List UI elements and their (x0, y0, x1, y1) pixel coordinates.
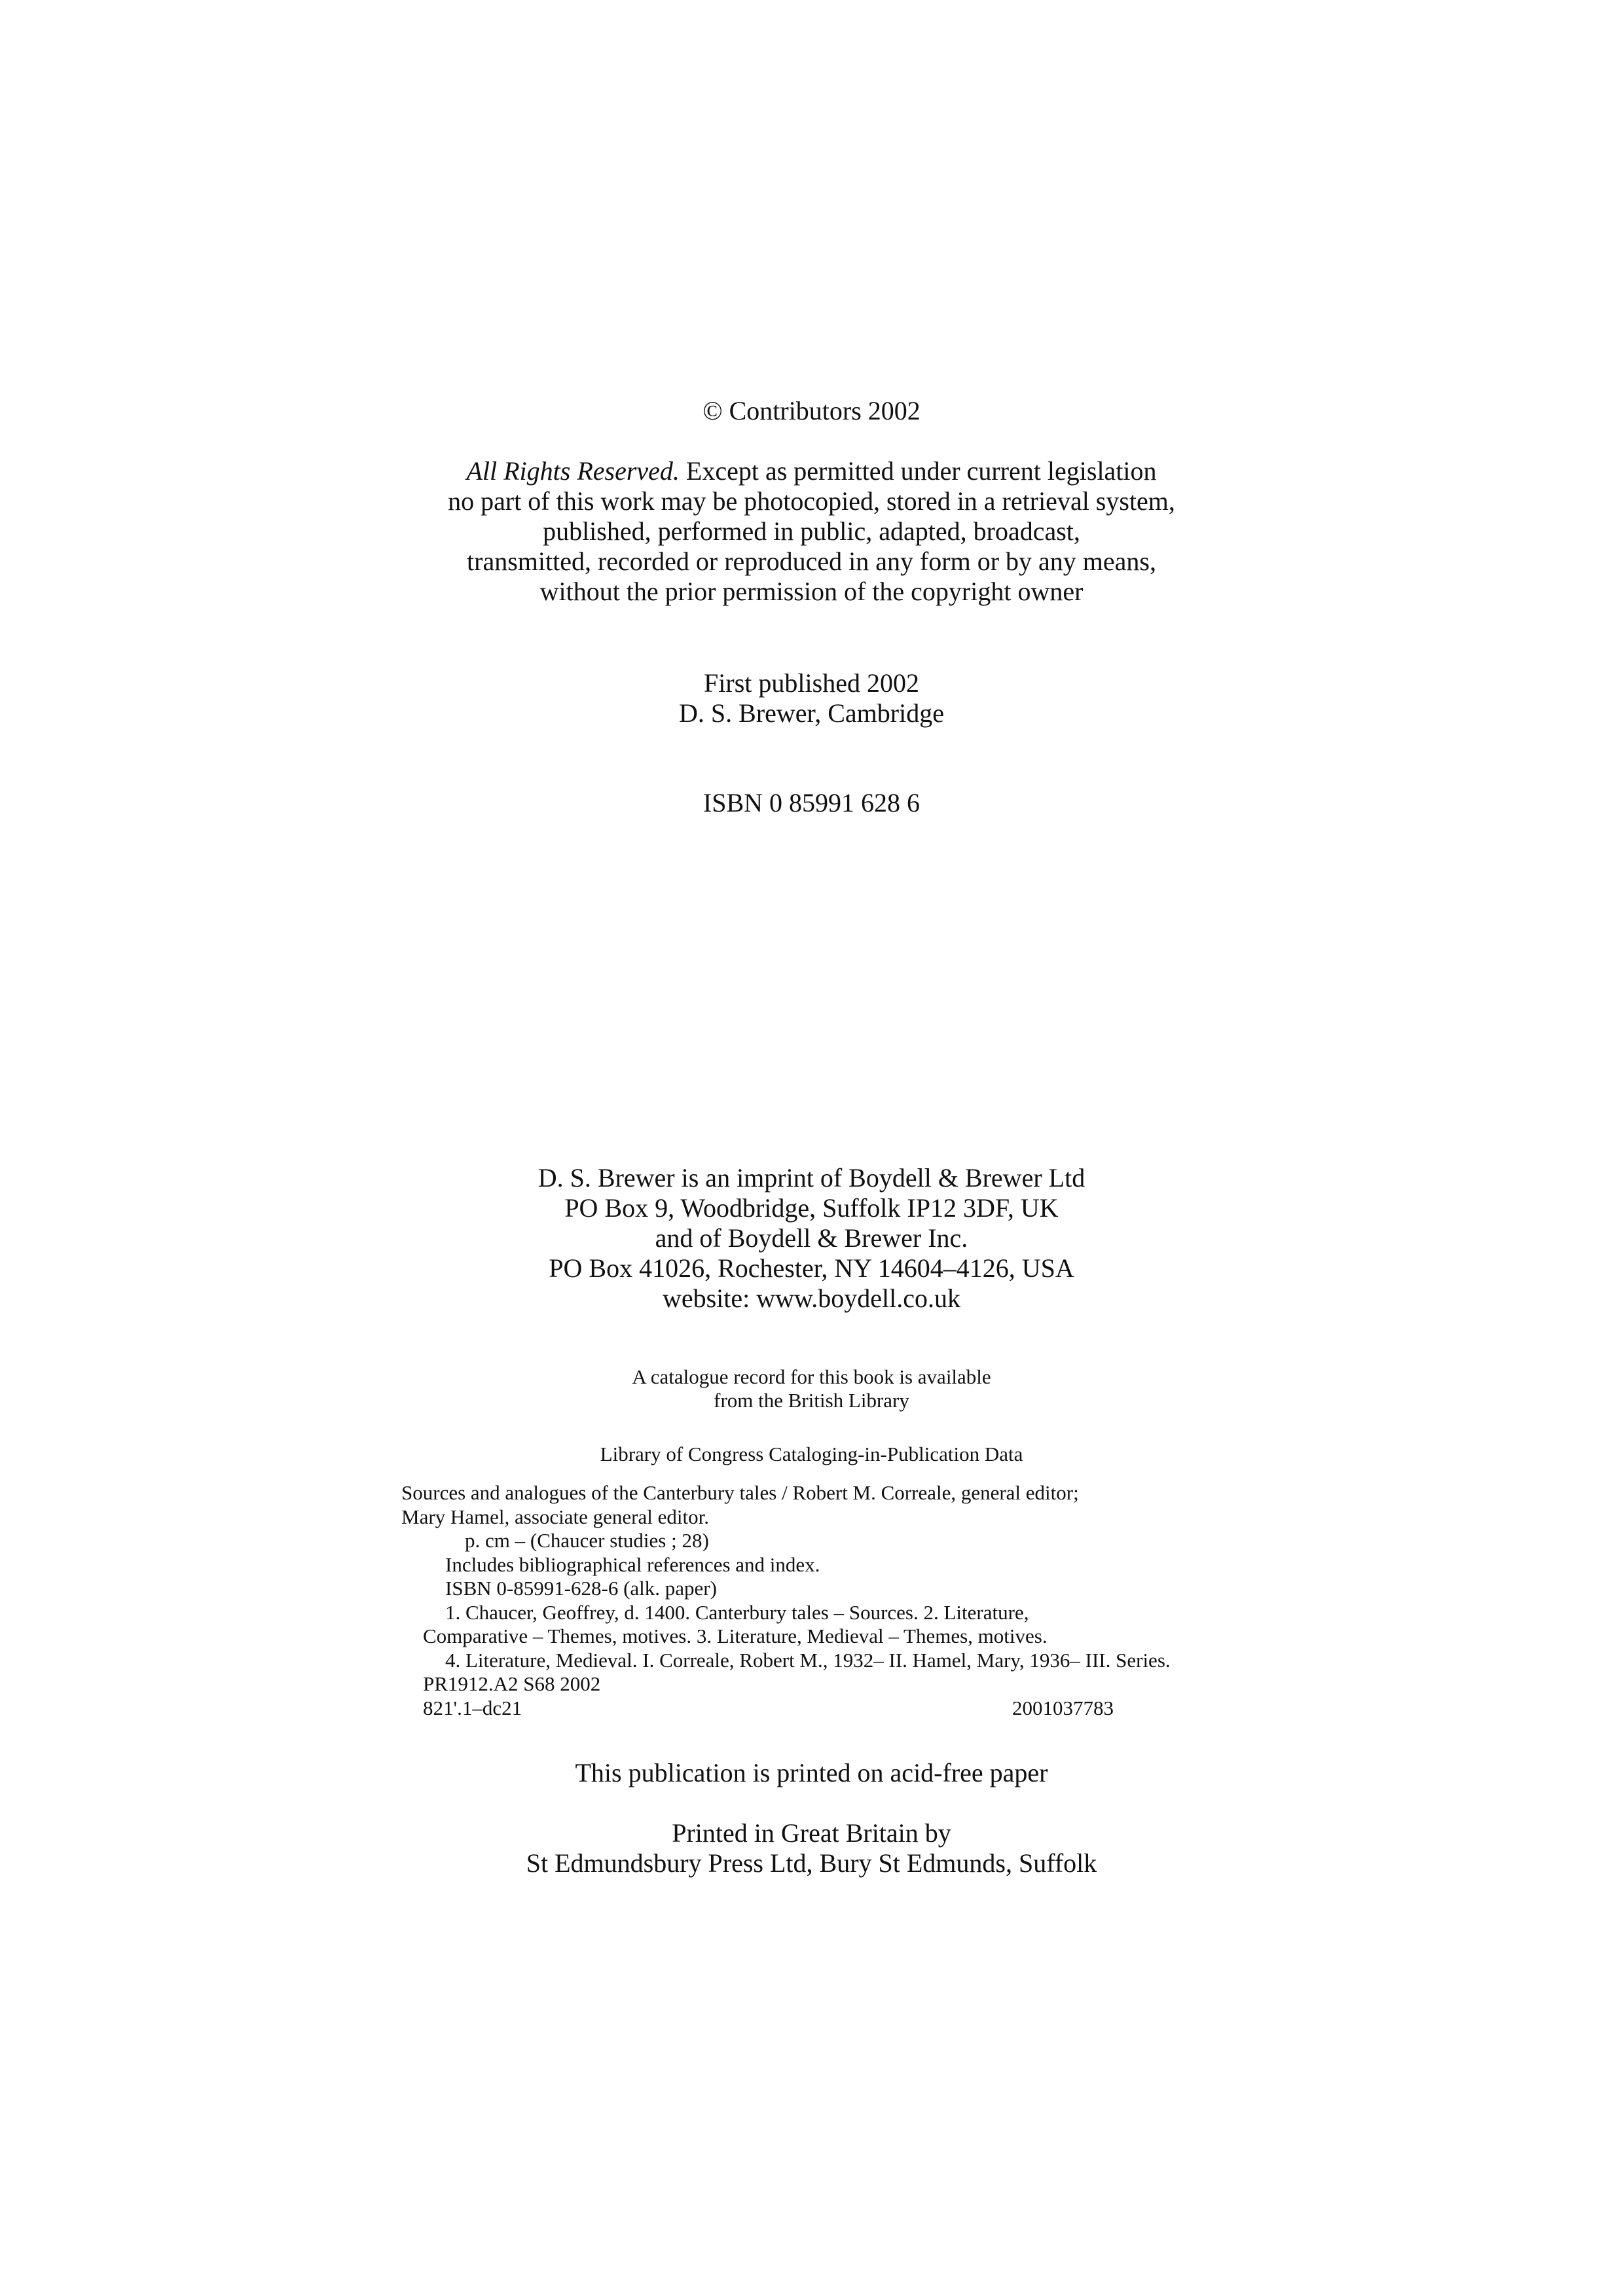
isbn-block (0, 788, 1623, 818)
cip-line-10 (401, 1696, 1252, 1721)
cip-classification: 821'.1–dc21 (423, 1696, 522, 1719)
imprint-line-3: and of Boydell & Brewer Inc. (655, 1223, 968, 1253)
printer-line-2: St Edmundsbury Press Ltd, Bury St Edmunds, Suffolk (526, 1848, 1097, 1878)
cip-lccn: 2001037783 (1012, 1696, 1114, 1719)
cip-line-9: PR1912.A2 S68 2002 (423, 1672, 601, 1695)
rights-line-1-rest: Except as permitted under current legislation (679, 456, 1157, 486)
rights-statement (0, 456, 1623, 607)
lc-heading: Library of Congress Cataloging-in-Publication Data (600, 1443, 1023, 1465)
catalogue-record (0, 1365, 1623, 1412)
paper-note (0, 1758, 1623, 1788)
first-published: First published 2002 (704, 668, 919, 698)
cip-line-6: 1. Chaucer, Geoffrey, d. 1400. Canterbury tales – Sources. 2. Literature, (445, 1600, 1029, 1624)
imprint-website: website: www.boydell.co.uk (662, 1283, 961, 1313)
rights-line-2: no part of this work may be photocopied, stored in a retrieval system, (448, 486, 1175, 516)
imprint-line-2: PO Box 9, Woodbridge, Suffolk IP12 3DF, UK (564, 1193, 1059, 1223)
acid-free-paper: This publication is printed on acid-free paper (575, 1758, 1048, 1787)
isbn: ISBN 0 85991 628 6 (702, 788, 921, 817)
lc-heading-block (0, 1443, 1623, 1466)
cip-line-2: Mary Hamel, associate general editor. (401, 1505, 709, 1528)
rights-lead: All Rights Reserved. (466, 456, 680, 486)
imprint-line-1: D. S. Brewer is an imprint of Boydell & Brewer Ltd (538, 1163, 1085, 1193)
copyright-notice (0, 396, 1623, 426)
rights-line-3: published, performed in public, adapted, broadcast, (543, 516, 1080, 546)
cip-line-7: Comparative – Themes, motives. 3. Literature, Medieval – Themes, motives. (423, 1624, 1048, 1647)
cip-line-3: p. cm – (Chaucer studies ; 28) (465, 1529, 709, 1552)
printer-info (0, 1818, 1623, 1878)
cip-line-4: Includes bibliographical references and index. (445, 1552, 820, 1576)
cip-line-8: 4. Literature, Medieval. I. Correale, Robert M., 1932– II. Hamel, Mary, 1936– III. Series. (445, 1648, 1171, 1672)
cip-line-5: ISBN 0-85991-628-6 (alk. paper) (445, 1577, 717, 1600)
imprint-block (0, 1163, 1623, 1314)
imprint-line-4: PO Box 41026, Rochester, NY 14604–4126, USA (549, 1253, 1074, 1283)
copyright-line: © Contributors 2002 (702, 396, 921, 425)
publisher: D. S. Brewer, Cambridge (679, 698, 944, 728)
printer-line-1: Printed in Great Britain by (672, 1818, 951, 1848)
rights-line-5: without the prior permission of the copyright owner (539, 577, 1084, 606)
rights-line-4: transmitted, recorded or reproduced in any form or by any means, (467, 547, 1156, 576)
catalogue-line-2: from the British Library (714, 1389, 909, 1412)
publication-info (0, 668, 1623, 728)
catalogue-line-1: A catalogue record for this book is available (632, 1365, 991, 1388)
rights-line-1 (0, 456, 1623, 486)
cip-line-1: Sources and analogues of the Canterbury tales / Robert M. Correale, general editor; (401, 1481, 1079, 1504)
cip-record (401, 1481, 1252, 1720)
